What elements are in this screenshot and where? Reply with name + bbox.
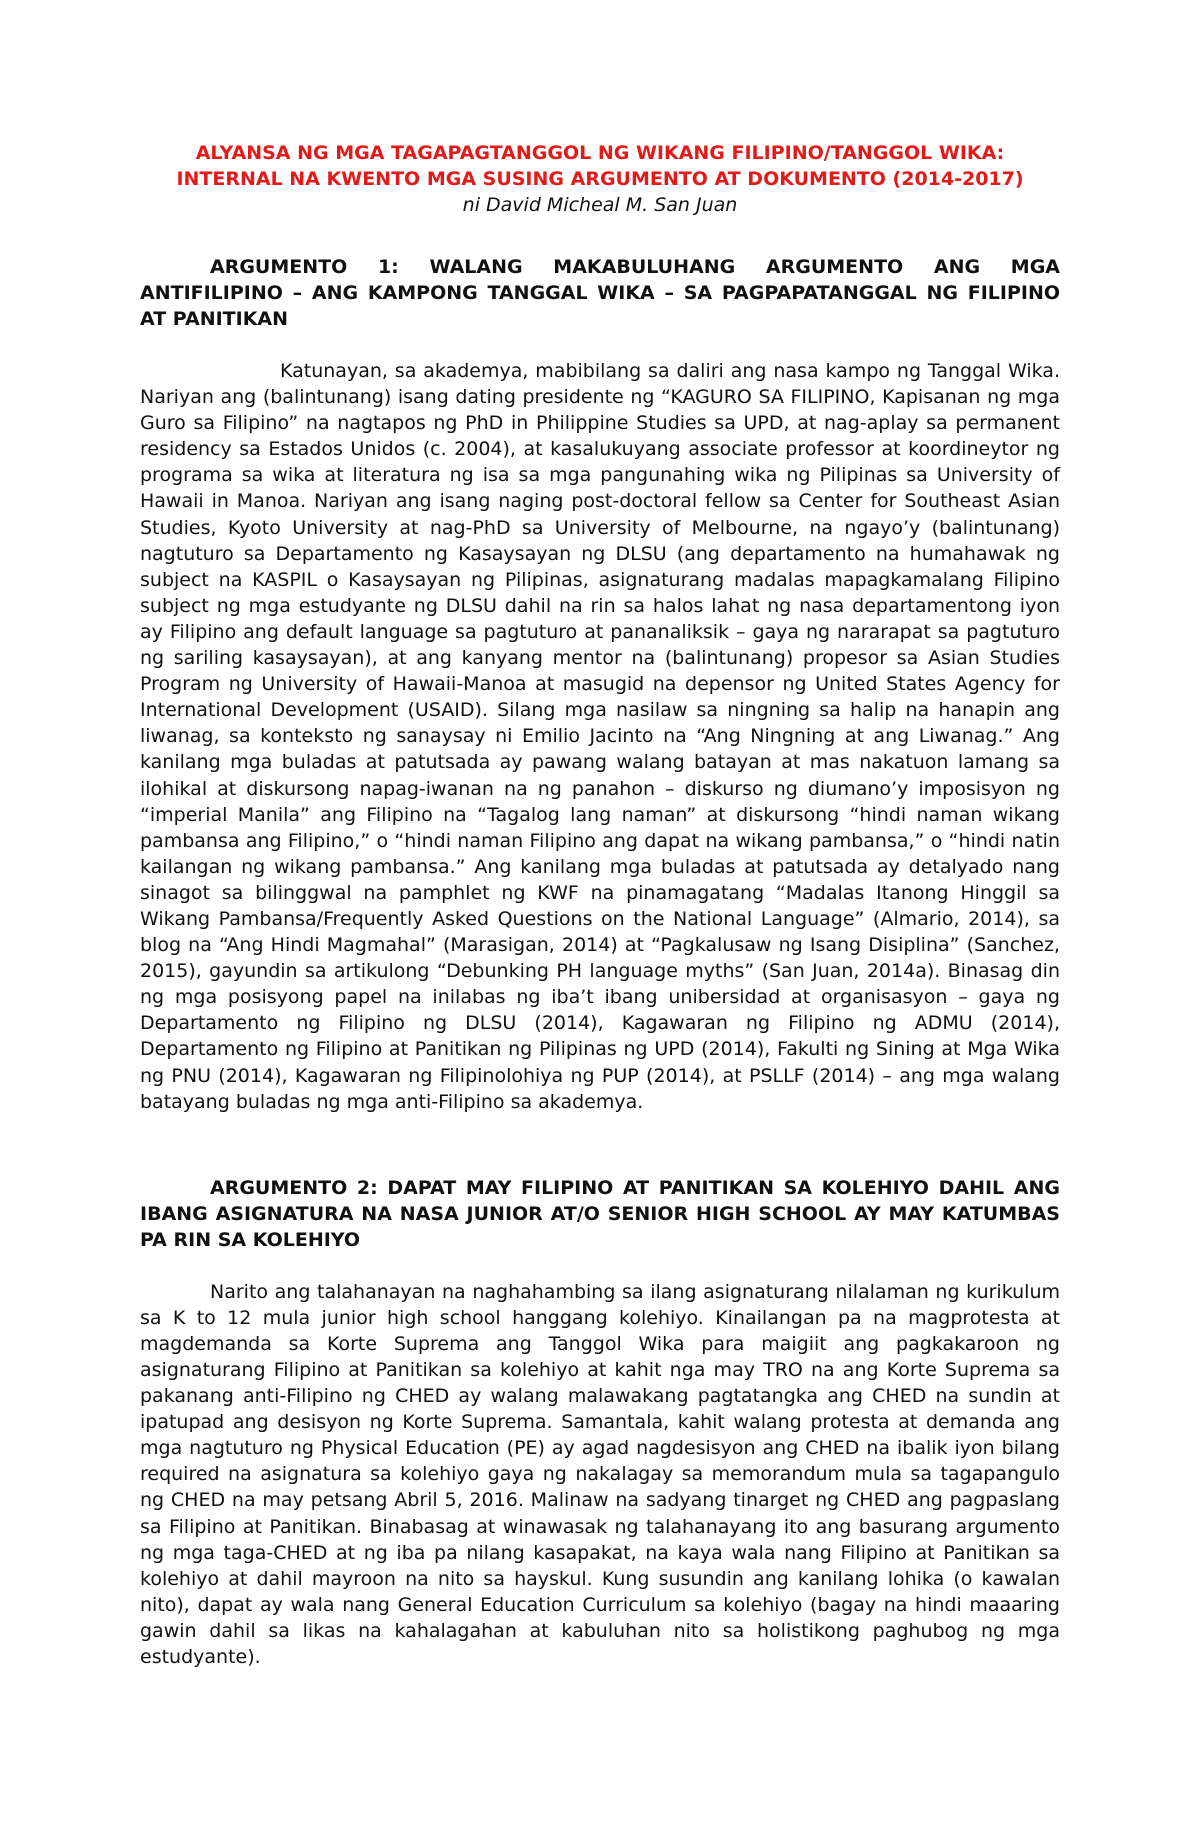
document-title-line-2: INTERNAL NA KWENTO MGA SUSING ARGUMENTO AT DOKUMENTO (2014-2017)	[176, 168, 1024, 190]
section-paragraph-argumento-1: Katunayan, sa akademya, mabibilang sa daliri ang nasa kampo ng Tanggal Wika. Nariyan ang (balintunang) isang dating presidente ng “KAGURO SA FILIPINO, Kapisanan ng mga Guro sa Filipino” na nagtapos ng PhD in Philippine Studies sa UPD, at nag-aplay sa permanent residency sa Estados Unidos (c. 2004), at kasalukuyang associate professor at koordineytor ng programa sa wika at literatura ng isa sa mga pangunahing wika ng Pilipinas sa University of Hawaii in Manoa. Nariyan ang isang naging post-doctoral fellow sa Center for Southeast Asian Studies, Kyoto University at nag-PhD sa University of Melbourne, na ngayo’y (balintunang) nagtuturo sa Departamento ng Kasaysayan ng DLSU (ang departamento na humahawak ng subject na KASPIL o Kasaysayan ng Pilipinas, asignaturang madalas mapagkamalang Filipino subject ng mga estudyante ng DLSU dahil na rin sa halos lahat ng nasa departamentong iyon ay Filipino ang default language sa pagtuturo at pananaliksik – gaya ng nararapat sa pagtuturo ng sariling kasaysayan), at ang kanyang mentor na (balintunang) propesor sa Asian Studies Program ng University of Hawaii-Manoa at masugid na depensor ng United States Agency for International Development (USAID). Silang mga nasilaw sa ningning sa halip na hanapin ang liwanag, sa konteksto ng sanaysay ni Emilio Jacinto na “Ang Ningning at ang Liwanag.” Ang kanilang mga buladas at patutsada ay pawang walang batayan at mas nakatuon lamang sa ilohikal at diskursong napag-iwanan na ng panahon – diskurso ng diumano’y imposisyon ng “imperial Manila” ang Filipino na “Tagalog lang naman” at diskursong “hindi naman wikang pambansa ang Filipino,” o “hindi naman Filipino ang dapat na wikang pambansa,” o “hindi natin kailangan ng wikang pambansa.” Ang kanilang mga buladas at patutsada ay detalyado nang sinagot sa bilinggwal na pamphlet ng KWF na pinamagatang “Madalas Itanong Hinggil sa Wikang Pambansa/Frequently Asked Questions on the National Language” (Almario, 2014), sa blog na “Ang Hindi Magmahal” (Marasigan, 2014) at “Pagkalusaw ng Isang Disiplina” (Sanchez, 2015), gayundin sa artikulong “Debunking PH language myths” (San Juan, 2014a). Binasag din ng mga posisyong papel na inilabas ng iba’t ibang unibersidad at organisasyon – gaya ng Departamento ng Filipino ng DLSU (2014), Kagawaran ng Filipino ng ADMU (2014), Departamento ng Filipino at Panitikan ng Pilipinas ng UPD (2014), Fakulti ng Sining at Mga Wika ng PNU (2014), Kagawaran ng Filipinolohiya ng PUP (2014), at PSLLF (2014) – ang mga walang batayang buladas ng mga anti-Filipino sa akademya.	[140, 360, 1060, 1113]
title-block	[140, 140, 1060, 218]
section-heading-argumento-1: ARGUMENTO 1: WALANG MAKABULUHANG ARGUMENTO ANG MGA ANTIFILIPINO – ANG KAMPONG TANGGAL WIKA – SA PAGPAPATANGGAL NG FILIPINO AT PANITIKAN	[140, 256, 1060, 330]
section-paragraph-argumento-2: Narito ang talahanayan na naghahambing sa ilang asignaturang nilalaman ng kurikulum sa K to 12 mula junior high school hanggang kolehiyo. Kinailangan pa na magprotesta at magdemanda sa Korte Suprema ang Tanggol Wika para maigiit ang pagkakaroon ng asignaturang Filipino at Panitikan sa kolehiyo at kahit nga may TRO na ang Korte Suprema sa pakanang anti-Filipino ng CHED ay walang malawakang pagtatangka ang CHED na sundin at ipatupad ang desisyon ng Korte Suprema. Samantala, kahit walang protesta at demanda ang mga nagtuturo ng Physical Education (PE) ay agad nagdesisyon ang CHED na ibalik iyon bilang required na asignatura sa kolehiyo gaya ng nakalagay sa memorandum mula sa tagapangulo ng CHED na may petsang Abril 5, 2016. Malinaw na sadyang tinarget ng CHED ang pagpaslang sa Filipino at Panitikan. Binabasag at winawasak ng talahanayang ito ang basurang argumento ng mga taga-CHED at ng iba pa nilang kasapakat, na kaya wala nang Filipino at Panitikan sa kolehiyo at dahil mayroon na nito sa hayskul. Kung susundin ang kanilang lohika (o kawalan nito), dapat ay wala nang General Education Curriculum sa kolehiyo (bagay na hindi maaaring gawin dahil sa likas na kahalagahan at kabuluhan nito sa holistikong paghubog ng mga estudyante).	[140, 1280, 1060, 1669]
author-byline: ni David Micheal M. San Juan	[462, 194, 738, 216]
document-title-line-1: ALYANSA NG MGA TAGAPAGTANGGOL NG WIKANG FILIPINO/TANGGOL WIKA:	[195, 142, 1005, 164]
section-heading-argumento-2: ARGUMENTO 2: DAPAT MAY FILIPINO AT PANITIKAN SA KOLEHIYO DAHIL ANG IBANG ASIGNATURA NA NASA JUNIOR AT/O SENIOR HIGH SCHOOL AY MAY KATUMBAS PA RIN SA KOLEHIYO	[140, 1176, 1060, 1251]
